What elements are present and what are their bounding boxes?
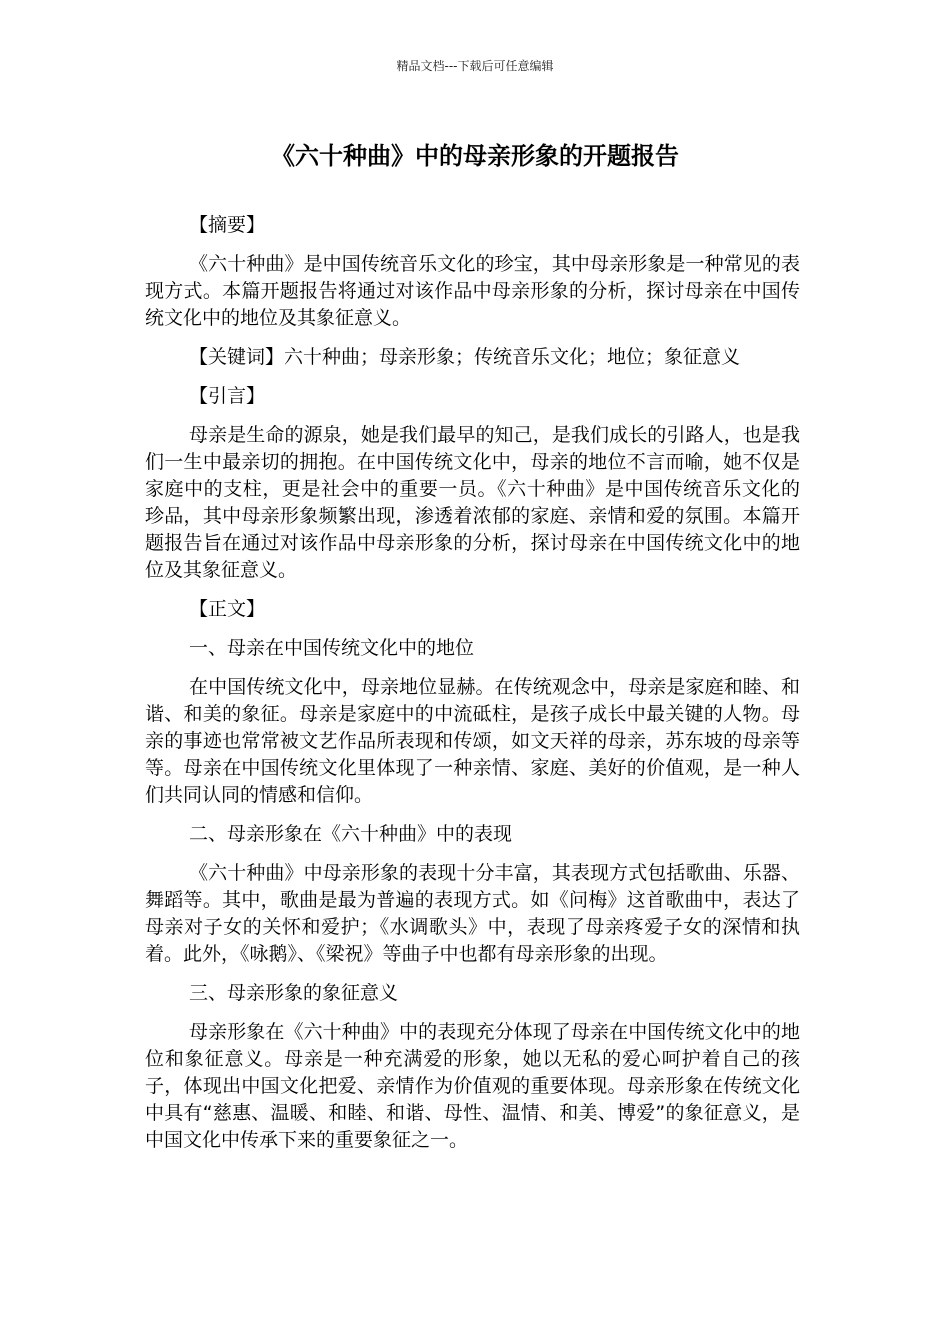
section-heading: 三、母亲形象的象征意义 <box>189 982 399 1004</box>
abstract-text: 《六十种曲》是中国传统音乐文化的珍宝，其中母亲形象是一种常见的表现方式。本篇开题报告将通过对该作品中母亲形象的分析，探讨母亲在中国传统文化中的地位及其象征意义。 <box>145 253 800 329</box>
section-text: 《六十种曲》中母亲形象的表现十分丰富，其表现方式包括歌曲、乐器、舞蹈等。其中，歌曲是最为普遍的表现方式。如《问梅》这首歌曲中，表达了母亲对子女的关怀和爱护；《水调歌头》中，表现了母亲疼爱子女的深情和执着。此外，《咏鹅》、《梁祝》等曲子中也都有母亲形象的出现。 <box>145 862 800 965</box>
introduction-text: 母亲是生命的源泉，她是我们最早的知己，是我们成长的引路人，也是我们一生中最亲切的拥抱。在中国传统文化中，母亲的地位不言而喻，她不仅是家庭中的支柱，更是社会中的重要一员。《六十种曲》是中国传统音乐文化的珍品，其中母亲形象频繁出现，渗透着浓郁的家庭、亲情和爱的氛围。本篇开题报告旨在通过对该作品中母亲形象的分析，探讨母亲在中国传统文化中的地位及其象征意义。 <box>145 424 800 581</box>
document-title: 《六十种曲》中的母亲形象的开题报告 <box>271 142 679 170</box>
page-header: 精品文档---下载后可任意编辑 <box>396 59 554 73</box>
section-text: 母亲形象在《六十种曲》中的表现充分体现了母亲在中国传统文化中的地位和象征意义。母亲是一种充满爱的形象，她以无私的爱心呵护着自己的孩子，体现出中国文化把爱、亲情作为价值观的重要体现。母亲形象在传统文化中具有“慈惠、温暖、和睦、和谐、母性、温情、和美、博爱”的象征意义，是中国文化中传承下来的重要象征之一。 <box>145 1021 800 1151</box>
section-heading: 二、母亲形象在《六十种曲》中的表现 <box>189 823 513 845</box>
introduction-label: 【引言】 <box>189 385 266 407</box>
section-text: 在中国传统文化中，母亲地位显赫。在传统观念中，母亲是家庭和睦、和谐、和美的象征。母亲是家庭中的中流砥柱，是孩子成长中最关键的人物。母亲的事迹也常常被文艺作品所表现和传颂，如文天祥的母亲，苏东坡的母亲等等。母亲在中国传统文化里体现了一种亲情、家庭、美好的价值观，是一种人们共同认同的情感和信仰。 <box>145 676 800 806</box>
keywords-line: 【关键词】六十种曲；母亲形象；传统音乐文化；地位；象征意义 <box>189 346 741 368</box>
section-heading: 一、母亲在中国传统文化中的地位 <box>189 637 475 659</box>
abstract-label: 【摘要】 <box>189 214 266 236</box>
body-label: 【正文】 <box>189 598 266 620</box>
document-body <box>145 212 800 1166</box>
